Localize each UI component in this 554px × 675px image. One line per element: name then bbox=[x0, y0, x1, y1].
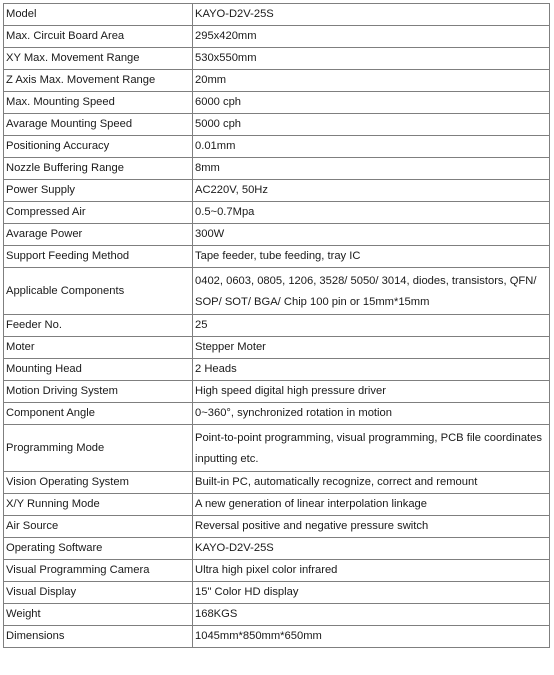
spec-value: 25 bbox=[193, 315, 550, 337]
spec-table bbox=[3, 3, 550, 648]
spec-value: 0~360°, synchronized rotation in motion bbox=[193, 403, 550, 425]
spec-value: KAYO-D2V-25S bbox=[193, 538, 550, 560]
spec-value: 0.5~0.7Mpa bbox=[193, 202, 550, 224]
spec-value: High speed digital high pressure driver bbox=[193, 381, 550, 403]
spec-value: Point-to-point programming, visual programming, PCB file coordinates inputting etc. bbox=[193, 425, 550, 472]
table-row bbox=[4, 626, 550, 648]
spec-value: AC220V, 50Hz bbox=[193, 180, 550, 202]
spec-label: Moter bbox=[4, 337, 193, 359]
table-row bbox=[4, 114, 550, 136]
table-row bbox=[4, 48, 550, 70]
table-row bbox=[4, 516, 550, 538]
spec-label: Avarage Mounting Speed bbox=[4, 114, 193, 136]
spec-value: Tape feeder, tube feeding, tray IC bbox=[193, 246, 550, 268]
spec-value: 0.01mm bbox=[193, 136, 550, 158]
table-row bbox=[4, 4, 550, 26]
spec-label: Visual Programming Camera bbox=[4, 560, 193, 582]
table-row bbox=[4, 425, 550, 472]
spec-label: Vision Operating System bbox=[4, 472, 193, 494]
spec-label: X/Y Running Mode bbox=[4, 494, 193, 516]
table-row bbox=[4, 403, 550, 425]
spec-value: 6000 cph bbox=[193, 92, 550, 114]
spec-label: Programming Mode bbox=[4, 425, 193, 472]
table-row bbox=[4, 472, 550, 494]
table-row bbox=[4, 158, 550, 180]
table-row bbox=[4, 180, 550, 202]
table-row bbox=[4, 582, 550, 604]
table-row bbox=[4, 315, 550, 337]
table-row bbox=[4, 560, 550, 582]
spec-label: Avarage Power bbox=[4, 224, 193, 246]
table-row bbox=[4, 246, 550, 268]
spec-label: Max. Mounting Speed bbox=[4, 92, 193, 114]
table-row bbox=[4, 136, 550, 158]
spec-label: Support Feeding Method bbox=[4, 246, 193, 268]
table-row bbox=[4, 337, 550, 359]
spec-value: 5000 cph bbox=[193, 114, 550, 136]
spec-value: 15" Color HD display bbox=[193, 582, 550, 604]
spec-value: 300W bbox=[193, 224, 550, 246]
spec-label: Motion Driving System bbox=[4, 381, 193, 403]
spec-label: Feeder No. bbox=[4, 315, 193, 337]
table-row bbox=[4, 268, 550, 315]
spec-label: Max. Circuit Board Area bbox=[4, 26, 193, 48]
spec-value: Reversal positive and negative pressure switch bbox=[193, 516, 550, 538]
spec-value: 168KGS bbox=[193, 604, 550, 626]
spec-value: Stepper Moter bbox=[193, 337, 550, 359]
spec-label: Mounting Head bbox=[4, 359, 193, 381]
spec-value: 0402, 0603, 0805, 1206, 3528/ 5050/ 3014, diodes, transistors, QFN/ SOP/ SOT/ BGA/ Chip 100 pin or 15mm*15mm bbox=[193, 268, 550, 315]
spec-value: 8mm bbox=[193, 158, 550, 180]
spec-value: 20mm bbox=[193, 70, 550, 92]
spec-value: 1045mm*850mm*650mm bbox=[193, 626, 550, 648]
table-row bbox=[4, 202, 550, 224]
spec-value: 530x550mm bbox=[193, 48, 550, 70]
spec-label: Weight bbox=[4, 604, 193, 626]
spec-label: Model bbox=[4, 4, 193, 26]
spec-label: XY Max. Movement Range bbox=[4, 48, 193, 70]
spec-value: KAYO-D2V-25S bbox=[193, 4, 550, 26]
spec-label: Power Supply bbox=[4, 180, 193, 202]
spec-label: Visual Display bbox=[4, 582, 193, 604]
table-row bbox=[4, 494, 550, 516]
spec-label: Positioning Accuracy bbox=[4, 136, 193, 158]
spec-value: A new generation of linear interpolation linkage bbox=[193, 494, 550, 516]
table-row bbox=[4, 224, 550, 246]
table-row bbox=[4, 92, 550, 114]
spec-table-body bbox=[4, 4, 550, 648]
spec-label: Operating Software bbox=[4, 538, 193, 560]
spec-label: Component Angle bbox=[4, 403, 193, 425]
spec-label: Dimensions bbox=[4, 626, 193, 648]
spec-label: Applicable Components bbox=[4, 268, 193, 315]
spec-label: Compressed Air bbox=[4, 202, 193, 224]
spec-label: Nozzle Buffering Range bbox=[4, 158, 193, 180]
spec-value: 295x420mm bbox=[193, 26, 550, 48]
table-row bbox=[4, 359, 550, 381]
table-row bbox=[4, 70, 550, 92]
spec-value: Ultra high pixel color infrared bbox=[193, 560, 550, 582]
table-row bbox=[4, 538, 550, 560]
spec-label: Air Source bbox=[4, 516, 193, 538]
table-row bbox=[4, 26, 550, 48]
spec-label: Z Axis Max. Movement Range bbox=[4, 70, 193, 92]
spec-value: 2 Heads bbox=[193, 359, 550, 381]
table-row bbox=[4, 381, 550, 403]
table-row bbox=[4, 604, 550, 626]
spec-value: Built-in PC, automatically recognize, correct and remount bbox=[193, 472, 550, 494]
